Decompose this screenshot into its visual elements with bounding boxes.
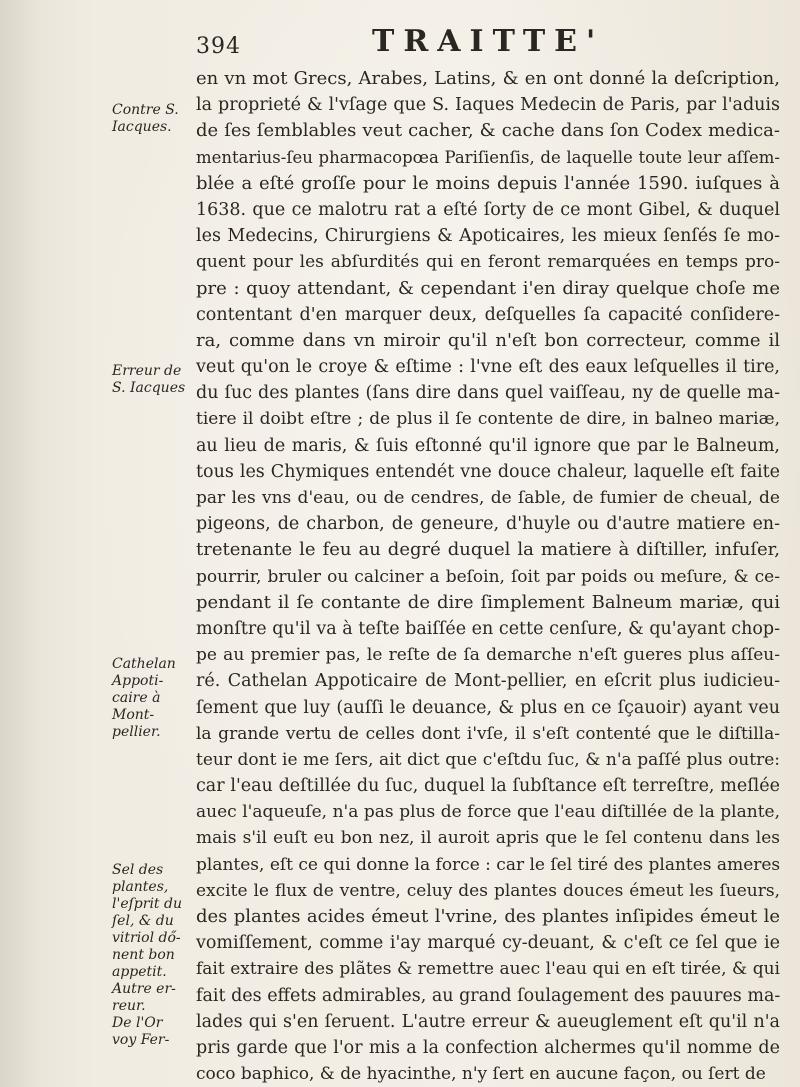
margin-note-line: ſel, & du: [112, 913, 174, 929]
margin-note-line: S. Iacques: [112, 380, 186, 396]
text-line: pris garde que l'or mis a la confection alchermes qu'il nomme de: [196, 1037, 780, 1058]
margin-note-line: Cathelan: [112, 656, 176, 672]
text-line: auec l'aqueuſe, n'a pas plus de force que l'eau diſtillée de la plante,: [196, 802, 780, 823]
page-header: [0, 18, 800, 62]
text-line: mais s'il euſt eu bon nez, il auroit apris que le ſel contenu dans les: [196, 828, 780, 849]
margin-note-cathelan: [112, 656, 196, 741]
text-line: plantes, eſt ce qui donne la force : car le ſel tiré des plantes ameres: [196, 854, 780, 875]
text-line: car l'eau deſtillée du ſuc, duquel la ſubſtance eſt terreſtre, meſlée: [196, 776, 780, 797]
margin-note-line: plantes,: [112, 879, 169, 895]
text-line: pendant il ſe contante de dire ſimplement Balneum mariæ, qui: [196, 591, 780, 613]
margin-note-line: vitriol dő-: [112, 930, 181, 946]
margin-note-line: reur.: [112, 998, 146, 1014]
text-line: en vn mot Grecs, Arabes, Latins, & en ont donné la deſcription,: [196, 68, 780, 89]
text-line: quent pour les abſurdités qui en feront remarquées en temps pro-: [196, 252, 780, 273]
margin-note-line: Mont-: [112, 707, 155, 723]
text-line: par les vns d'eau, ou de cendres, de ſable, de fumier de cheual, de: [196, 488, 780, 508]
text-line: ré. Cathelan Appoticaire de Mont-pellier, en eſcrit plus iudicieu-: [196, 671, 780, 692]
text-line: de ſes ſemblables veut cacher, & cache dans ſon Codex medica-: [196, 120, 780, 142]
text-line: 1638. que ce malotru rat a eſté ſorty de ce mont Gibel, & duquel: [196, 199, 780, 220]
text-line: excite le flux de ventre, celuy des plantes douces émeut les ſueurs,: [196, 880, 780, 901]
margin-note-line: Contre S.: [112, 102, 179, 118]
text-line: coco baphico, & de hyacinthe, n'y ſert en aucune façon, ou ſert de: [196, 1064, 766, 1085]
text-line: du ſuc des plantes (ſans dire dans quel vaiſſeau, ny de quelle ma-: [196, 383, 780, 404]
text-line: des plantes acides émeut l'vrine, des plantes inſipides émeut le: [196, 906, 780, 927]
margin-note-erreur: [112, 363, 196, 397]
text-line: au lieu de maris, & ſuis eſtonné qu'il ignore que par le Balneum,: [196, 435, 780, 456]
text-line: pigeons, de charbon, de geneure, d'huyle ou d'autre matiere en-: [196, 514, 780, 535]
text-line: tous les Chymiques entendét vne douce chaleur, laquelle eſt faite: [196, 461, 780, 482]
text-line: teur dont ie me ſers, ait dict que c'eſtdu ſuc, & n'a paſſé plus outre:: [196, 749, 780, 770]
margin-note-line: Appoti-: [112, 673, 164, 689]
margin-note-line: De l'Or: [112, 1015, 163, 1031]
text-line: blée a eſté groſſe pour le moins depuis l'année 1590. iuſques à: [196, 172, 780, 194]
margin-note-line: Autre er-: [112, 981, 176, 997]
text-line: pourrir, bruler ou calciner a beſoin, ſoit par poids ou meſure, & ce-: [196, 566, 780, 587]
margin-note-sel-des-plantes: [112, 862, 196, 1049]
text-line: la grande vertu de celles dont i'vſe, il s'eſt contenté que le diſtilla-: [196, 723, 780, 744]
text-line: les Medecins, Chirurgiens & Apoticaires, les mieux ſenſés ſe mo-: [196, 226, 780, 247]
text-line: pe au premier pas, le reſte de ſa demarche n'eſt gueres plus aſſeu-: [196, 645, 780, 666]
gutter-shadow: [0, 0, 40, 1087]
text-line: la proprieté & l'vſage que S. Iaques Medecin de Paris, par l'aduis: [196, 95, 780, 116]
text-line: mentarius-ſeu pharmacopœa Pariſienſis, de laquelle toute leur aſſem-: [196, 147, 780, 167]
text-line: veut qu'on le croye & eſtime : l'vne eſt des eaux leſquelles il tire,: [196, 357, 780, 378]
text-line: vomiſſement, comme i'ay marqué cy-deuant, & c'eſt ce ſel que ie: [196, 933, 780, 954]
text-line: ra, comme dans vn miroir qu'il n'eſt bon correcteur, comme il: [196, 329, 780, 351]
main-text-block: [196, 66, 780, 1087]
margin-note-line: pellier.: [112, 724, 161, 740]
margin-note-line: Iacques.: [112, 119, 172, 135]
text-line: pre : quoy attendant, & cependant i'en diray quelque choſe me: [196, 277, 780, 299]
text-line: fait des effets admirables, au grand ſoulagement des pauures ma-: [196, 985, 780, 1006]
margin-note-line: l'eſprit du: [112, 896, 182, 912]
text-line: monſtre qu'il va à teſte baiſſée en cette cenſure, & qu'ayant chop-: [196, 618, 780, 639]
margin-note-line: voy Fer-: [112, 1032, 170, 1048]
text-line: ſement que luy (auſſi le deuance, & plus en ce ſçauoir) ayant veu: [196, 697, 780, 718]
margin-note-line: caire à: [112, 690, 161, 706]
text-line: lades qui s'en ſeruent. L'autre erreur & aueuglement eſt qu'il n'a: [196, 1011, 780, 1032]
margin-note-line: nent bon: [112, 947, 175, 963]
running-title: TRAITTE': [372, 24, 605, 59]
text-line: tretenante le feu au degré duquel la matiere à diſtiller, infuſer,: [196, 539, 780, 561]
text-line: contentant d'en marquer deux, deſquelles ſa capacité conſidere-: [196, 304, 780, 325]
text-line: tiere il doibt eſtre ; de plus il ſe contente de dire, in balneo mariæ,: [196, 409, 780, 430]
page-number: 394: [196, 34, 241, 59]
margin-note-line: appetit.: [112, 964, 167, 980]
margin-note-line: Erreur de: [112, 363, 182, 379]
margin-note-line: Sel des: [112, 862, 164, 878]
text-line: fait extraire des plãtes & remettre auec l'eau qui en eſt tirée, & qui: [196, 959, 780, 980]
margin-note-contre-s-iacques: [112, 102, 196, 136]
